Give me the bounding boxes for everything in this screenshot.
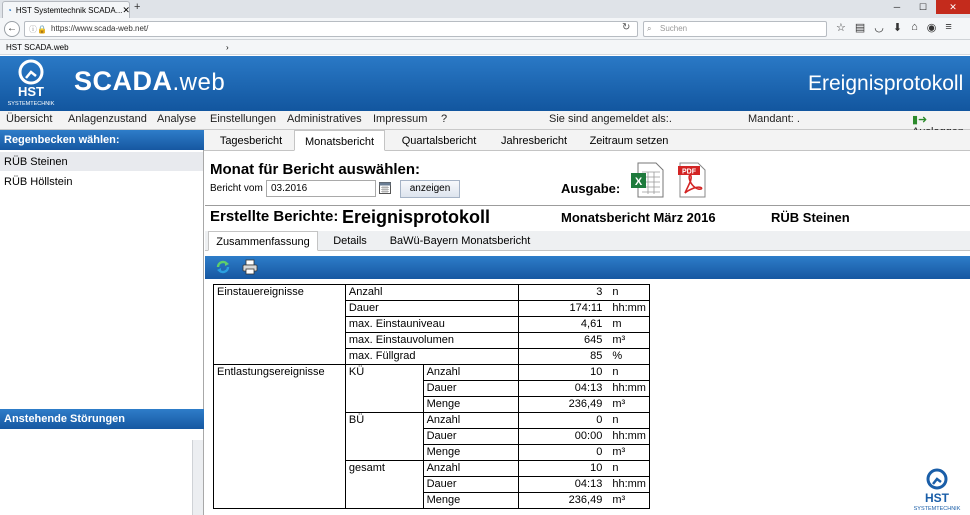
tab-zusammenfassung[interactable]: Zusammenfassung: [208, 231, 318, 251]
window-controls: [884, 0, 970, 14]
footer-logo-text: HST: [925, 491, 949, 505]
chat-icon[interactable]: ◉: [926, 22, 937, 34]
download-icon[interactable]: ⬇: [892, 22, 903, 34]
pocket-icon[interactable]: ◡: [874, 22, 884, 34]
metric-value: 0: [519, 445, 607, 461]
metric-label: max. Einstauvolumen: [345, 333, 518, 349]
tab-zeitraum-setzen[interactable]: Zeitraum setzen: [589, 135, 669, 147]
home-icon[interactable]: ⌂: [911, 21, 918, 33]
tab-jahresbericht[interactable]: Jahresbericht: [500, 135, 568, 147]
metric-unit: m³: [606, 397, 649, 413]
report-type-tabs: [204, 130, 970, 151]
login-status: Sie sind angemeldet als:.: [549, 113, 672, 125]
report-name: Ereignisprotokoll: [342, 207, 491, 227]
reload-icon[interactable]: ↻: [622, 22, 631, 33]
month-select-heading: Monat für Bericht auswählen:: [210, 161, 421, 178]
metric-unit: m³: [606, 333, 649, 349]
reading-list-icon[interactable]: ▤: [854, 22, 866, 34]
url-text: https://www.scada-web.net/: [51, 24, 149, 33]
menu-item-impressum[interactable]: Impressum: [373, 113, 428, 125]
back-button[interactable]: ←: [4, 21, 20, 37]
new-tab-button[interactable]: +: [134, 1, 141, 13]
metric-label: Dauer: [423, 429, 519, 445]
search-input[interactable]: [643, 21, 827, 37]
logout-icon: ▮➜: [912, 114, 928, 126]
faults-scrollbar[interactable]: [192, 440, 203, 515]
window-close-button[interactable]: ✕: [936, 0, 970, 14]
metric-label: Menge: [423, 445, 519, 461]
section-divider: [205, 205, 970, 206]
tab-details[interactable]: Details: [333, 235, 367, 247]
hst-logo-icon: [6, 58, 56, 108]
search-icon: ⌕: [647, 24, 652, 33]
bookmarks-bar: [0, 40, 970, 55]
main-menu: [0, 111, 970, 130]
group-label-einstau: Einstauereignisse: [214, 285, 346, 365]
metric-label: Menge: [423, 493, 519, 509]
browser-tab-title: HST Systemtechnik SCADA...: [15, 5, 123, 15]
metric-unit: m³: [606, 493, 649, 509]
menu-item-anlagenzustand[interactable]: Anlagenzustand: [68, 113, 147, 125]
metric-label: max. Einstauniveau: [345, 317, 518, 333]
metric-value: 04:13: [519, 477, 607, 493]
close-tab-icon[interactable]: ✕: [122, 4, 130, 15]
sidebar: [0, 130, 204, 515]
bookmark-item[interactable]: HST SCADA.web: [6, 43, 69, 52]
sidebar-header: Regenbecken wählen:: [0, 130, 204, 150]
report-period: Monatsbericht März 2016: [561, 210, 716, 225]
metric-label: Anzahl: [423, 413, 519, 429]
metric-value: 3: [519, 285, 607, 301]
metric-unit: m³: [606, 445, 649, 461]
print-icon[interactable]: [242, 259, 258, 275]
site-favicon-icon: ◔: [7, 5, 12, 15]
report-date-input[interactable]: 03.2016: [266, 180, 376, 197]
brand-suffix: .web: [172, 69, 226, 96]
metric-unit: %: [606, 349, 649, 365]
tab-monatsbericht[interactable]: Monatsbericht: [294, 130, 385, 151]
metric-unit: m: [606, 317, 649, 333]
brand-name: SCADA: [74, 66, 173, 96]
faults-panel-header: Anstehende Störungen: [0, 409, 204, 429]
metric-value: 174:11: [519, 301, 607, 317]
app-brand: [74, 66, 225, 97]
browser-toolbar-icons: [836, 21, 952, 34]
svg-text:X: X: [634, 176, 643, 188]
summary-table: [213, 284, 650, 509]
metric-label: Dauer: [423, 381, 519, 397]
bookmarks-more-icon[interactable]: ›: [226, 43, 229, 52]
metric-unit: hh:mm: [606, 381, 649, 397]
menu-item-uebersicht[interactable]: Übersicht: [6, 113, 53, 125]
logo-subtext: SYSTEMTECHNIK: [7, 101, 55, 107]
search-placeholder: Suchen: [660, 24, 688, 33]
date-label: Bericht vom: [210, 183, 263, 194]
pdf-export-icon[interactable]: [675, 162, 709, 198]
metric-label: Dauer: [423, 477, 519, 493]
tab-quartalsbericht[interactable]: Quartalsbericht: [401, 135, 477, 147]
metric-label: max. Füllgrad: [345, 349, 518, 365]
metric-value: 10: [519, 365, 607, 381]
output-label: Ausgabe:: [561, 181, 621, 196]
metric-value: 4,61: [519, 317, 607, 333]
minimize-button[interactable]: ─: [893, 2, 901, 12]
metric-value: 04:13: [519, 381, 607, 397]
metric-unit: hh:mm: [606, 301, 649, 317]
show-report-button[interactable]: anzeigen: [400, 180, 460, 198]
page-title: Ereignisprotokoll: [808, 72, 964, 95]
metric-unit: n: [606, 413, 649, 429]
metric-label: Anzahl: [423, 365, 519, 381]
metric-value: 00:00: [519, 429, 607, 445]
created-reports-label: Erstellte Berichte:: [210, 208, 339, 225]
logo-text: HST: [18, 84, 44, 99]
metric-unit: hh:mm: [606, 477, 649, 493]
metric-unit: n: [606, 285, 649, 301]
metric-value: 85: [519, 349, 607, 365]
footer-logo-subtext: SYSTEMTECHNIK: [913, 506, 961, 512]
table-row: [214, 365, 650, 381]
mandant-label: Mandant: .: [748, 113, 800, 125]
calendar-icon[interactable]: [379, 182, 391, 194]
metric-unit: hh:mm: [606, 429, 649, 445]
menu-item-analyse[interactable]: Analyse: [157, 113, 197, 125]
metric-value: 10: [519, 461, 607, 477]
metric-unit: n: [606, 461, 649, 477]
report-view-tabs: [205, 231, 970, 251]
tab-tagesbericht[interactable]: Tagesbericht: [219, 135, 283, 147]
tab-bawue-bayern[interactable]: BaWü-Bayern Monatsbericht: [389, 235, 531, 247]
menu-item-einstellungen[interactable]: Einstellungen: [210, 113, 277, 125]
metric-unit: n: [606, 365, 649, 381]
group-label-entlastung: Entlastungsereignisse: [214, 365, 346, 509]
report-toolbar: [205, 256, 970, 279]
menu-item-help[interactable]: ?: [441, 113, 448, 125]
bookmark-star-icon[interactable]: ☆: [836, 22, 846, 34]
browser-tab[interactable]: [2, 1, 130, 18]
maximize-button[interactable]: ☐: [918, 1, 928, 12]
metric-value: 236,49: [519, 493, 607, 509]
metric-label: Anzahl: [345, 285, 518, 301]
hst-footer-logo-icon: [912, 468, 962, 512]
subgroup-label: gesamt: [345, 461, 423, 509]
report-station: RÜB Steinen: [771, 210, 850, 225]
metric-label: Dauer: [345, 301, 518, 317]
subgroup-label: KÜ: [345, 365, 423, 413]
metric-label: Anzahl: [423, 461, 519, 477]
subgroup-label: BÜ: [345, 413, 423, 461]
metric-value: 236,49: [519, 397, 607, 413]
metric-value: 0: [519, 413, 607, 429]
refresh-icon[interactable]: [215, 259, 231, 275]
menu-icon[interactable]: ≡: [945, 21, 952, 33]
address-bar[interactable]: [24, 21, 638, 37]
site-info-icon[interactable]: ⓘ🔒: [29, 25, 47, 34]
metric-value: 645: [519, 333, 607, 349]
sidebar-item-rueb-hoellstein[interactable]: RÜB Höllstein: [4, 176, 73, 188]
menu-item-administratives[interactable]: Administratives: [287, 113, 362, 125]
excel-export-icon[interactable]: [630, 162, 664, 198]
metric-label: Menge: [423, 397, 519, 413]
table-row: [214, 285, 650, 301]
sidebar-item-rueb-steinen[interactable]: RÜB Steinen: [0, 152, 203, 171]
browser-tab-bar: [0, 0, 970, 18]
svg-text:PDF: PDF: [682, 168, 696, 176]
